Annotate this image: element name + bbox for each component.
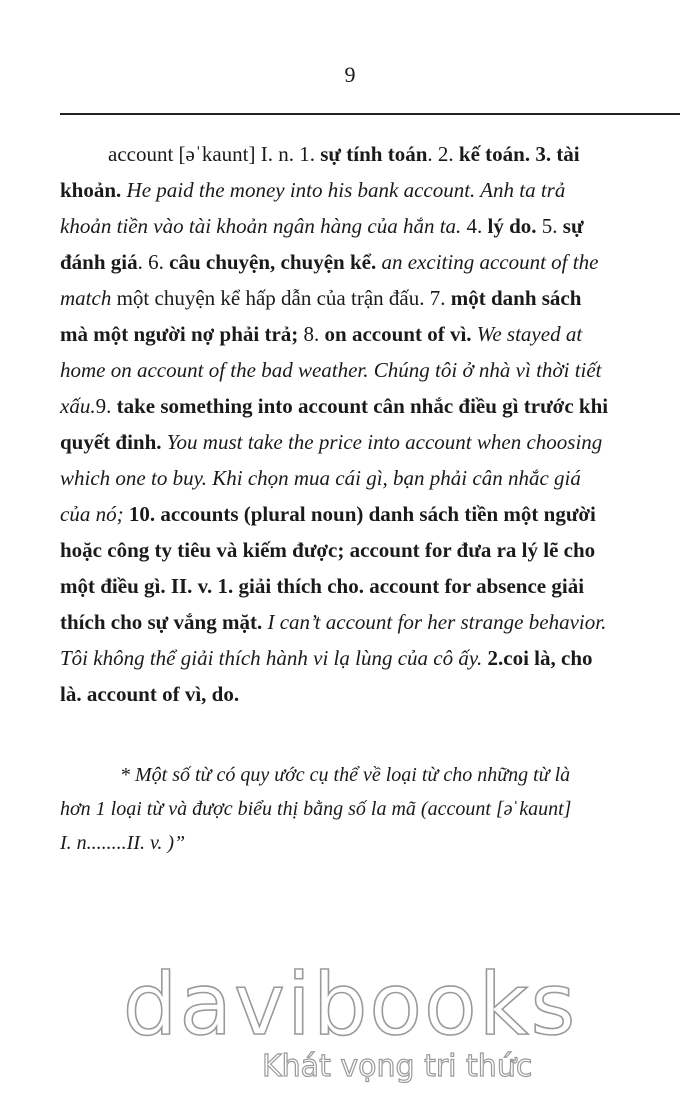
entry-line: một điều gì. II. v. 1. giải thích cho. account for absence giải	[60, 574, 585, 598]
entry-line: mà một người nợ phải trả; 8. on account of vì. We stayed at	[60, 322, 583, 346]
header-rule	[60, 113, 680, 115]
entry-line: hoặc công ty tiêu và kiếm được; account for đưa ra lý lẽ cho	[60, 538, 596, 562]
entry-line: match một chuyện kể hấp dẫn của trận đấu. 7. một danh sách	[60, 286, 582, 310]
dictionary-entry	[60, 136, 668, 712]
watermark-tagline: Khát vọng tri thức	[262, 1049, 533, 1084]
entry-line: khoản tiền vào tài khoản ngân hàng của hắn ta. 4. lý do. 5. sự	[60, 214, 584, 238]
entry-line: đánh giá. 6. câu chuyện, chuyện kể. an exciting account of the	[60, 250, 599, 274]
entry-line: của nó; 10. accounts (plural noun) danh sách tiền một người	[60, 502, 596, 526]
entry-line: home on account of the bad weather. Chúng tôi ở nhà vì thời tiết	[60, 358, 602, 382]
entry-line: account [əˈkaunt] I. n. 1. sự tính toán. 2. kế toán. 3. tài	[108, 142, 580, 166]
watermark-logo: davibooks	[122, 955, 578, 1055]
entry-line: which one to buy. Khi chọn mua cái gì, bạn phải cân nhắc giá	[60, 466, 581, 490]
footnote-line: * Một số từ có quy ước cụ thể về loại từ cho những từ là	[120, 764, 571, 786]
entry-line: thích cho sự vắng mặt. I can’t account for her strange behavior.	[60, 610, 607, 634]
footnote-line: hơn 1 loại từ và được biểu thị bằng số la mã (account [əˈkaunt]	[60, 798, 572, 820]
footnote	[60, 758, 668, 860]
page-number: 9	[344, 62, 356, 87]
entry-line: khoản. He paid the money into his bank account. Anh ta trả	[60, 178, 566, 202]
footnote-line: I. n........II. v. )”	[60, 832, 186, 854]
entry-line: xấu.9. take something into account cân nhắc điều gì trước khi	[60, 394, 609, 418]
entry-line: quyết đinh. You must take the price into account when choosing	[60, 430, 603, 454]
entry-line: là. account of vì, do.	[60, 682, 240, 706]
entry-line: Tôi không thể giải thích hành vi lạ lùng của cô ấy. 2.coi là, cho	[60, 646, 593, 670]
